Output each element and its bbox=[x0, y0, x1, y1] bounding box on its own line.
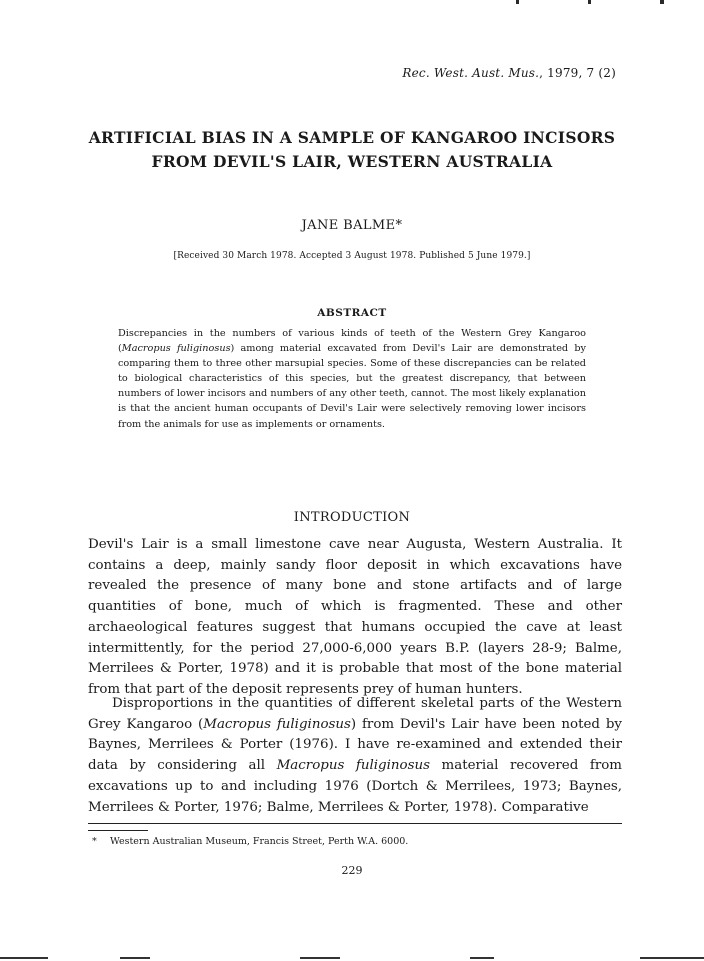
footnote bbox=[92, 836, 408, 847]
footnote-mark: * bbox=[92, 836, 97, 847]
abstract-text-part: ) among material excavated from Devil's Lair are demonstrated by comparing them to three other marsupial species. Some of these discrepancies can be related to biological characteristics of this species, but the greatest discrepancy, that between numbers of lower incisors and numbers of any other teeth, cannot. The most likely explanation is that the ancient human occupants of Devil's Lair were selectively removing lower incisors from the animals for use as implements or ornaments. bbox=[118, 343, 586, 430]
publication-dates: [Received 30 March 1978. Accepted 3 August 1978. Published 5 June 1979.] bbox=[173, 251, 531, 261]
introduction-paragraph-1: Devil's Lair is a small limestone cave near Augusta, Western Australia. It contains a deep, mainly sandy floor deposit in which excavations have revealed the presence of many bone and stone artifacts and of large quantities of bone, much of which is fragmented. These and other archaeological features suggest that humans occupied the cave at least intermittently, for the period 27,000-6,000 years B.P. (layers 28-9; Balme, Merrilees & Porter, 1978) and it is probable that most of the bone material from that part of the deposit represents prey of human hunters. bbox=[88, 537, 622, 697]
introduction-paragraph-2 bbox=[88, 694, 622, 818]
species-name: Macropus fuliginosus bbox=[203, 716, 351, 732]
page-number: 229 bbox=[341, 864, 363, 877]
abstract-text-part: Discrepancies in the numbers of various kinds of teeth of the Western Grey Kangaroo ( bbox=[118, 328, 586, 355]
title-line-2: FROM DEVIL'S LAIR, WESTERN AUSTRALIA bbox=[151, 152, 553, 171]
footnote-divider-short bbox=[88, 830, 148, 831]
footnote-divider bbox=[88, 823, 622, 824]
paragraph-text-part: Disproportions in the quantities of different skeletal parts of the Western Grey Kangaroo ( bbox=[88, 696, 622, 732]
species-name: Macropus fuliginosus bbox=[121, 343, 231, 355]
article-title bbox=[60, 126, 644, 174]
species-name: Macropus fuliginosus bbox=[276, 758, 430, 774]
abstract-text bbox=[118, 326, 586, 432]
scan-top-marks bbox=[0, 0, 704, 8]
author-name: JANE BALME* bbox=[301, 218, 403, 233]
journal-name: Rec. West. Aust. Mus. bbox=[402, 66, 540, 80]
abstract-heading: ABSTRACT bbox=[317, 307, 387, 319]
paragraph-text-part: material recovered from excavations up to and including 1976 (Dortch & Merrilees, 1973; Baynes, Merrilees & Porter, 1976; Balme, Merrilees & Porter, 1978). Comparative bbox=[88, 758, 622, 815]
journal-volume: , 1979, 7 (2) bbox=[539, 66, 616, 80]
scan-bottom-marks bbox=[0, 953, 704, 961]
footnote-text: Western Australian Museum, Francis Street, Perth W.A. 6000. bbox=[110, 836, 409, 847]
introduction-heading: INTRODUCTION bbox=[293, 510, 411, 525]
title-line-1: ARTIFICIAL BIAS IN A SAMPLE OF KANGAROO INCISORS bbox=[88, 128, 616, 147]
paragraph-text-part: ) from Devil's Lair have been noted by Baynes, Merrilees & Porter (1976). I have re-examined and extended their data by considering all bbox=[88, 716, 622, 774]
running-head bbox=[402, 66, 616, 80]
